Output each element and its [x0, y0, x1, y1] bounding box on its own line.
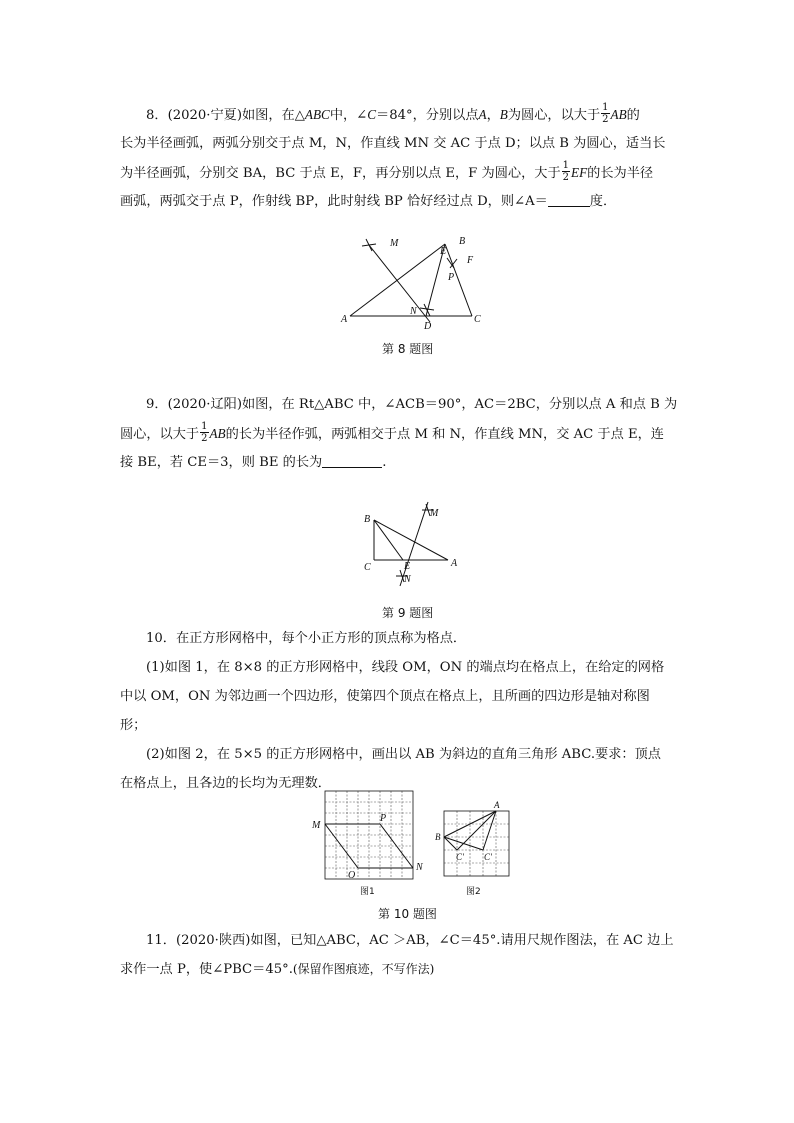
figure-2-label: 图2	[466, 887, 481, 897]
label-B: B	[459, 236, 466, 247]
label-N: N	[410, 306, 417, 317]
q8-line-1: 8．(2020·宁夏)如图，在△ABC中，∠C＝84°，分别以点A，B为圆心，以大于 $\frac{1}{2}$ AB的	[146, 102, 640, 125]
q10-line-5: (2)如图 2，在 5×5 的正方形网格中，画出以 AB 为斜边的直角三角形 ABC.要求：顶点	[146, 747, 661, 762]
question-10	[120, 624, 680, 798]
label-E: E	[404, 561, 411, 572]
figure-8	[330, 232, 490, 332]
label-E: E	[440, 246, 447, 257]
q8-line-2: 长为半径画弧，两弧分别交于点 M，N，作直线 MN 交 AC 于点 D；以点 B 为圆心，适当长	[120, 136, 666, 151]
label-C: C	[364, 562, 371, 573]
label-C: C	[474, 314, 481, 325]
label-M: M	[430, 508, 439, 519]
label-A: A	[451, 558, 458, 569]
q9-line-2: 圆心，以大于 $\frac{1}{2}$ AB的长为半径作弧，两弧相交于点 M 和 N，作直线 MN，交 AC 于点 E，连	[120, 421, 664, 444]
q8-line-3: 为半径画弧，分别交 BA，BC 于点 E，F，再分别以点 E，F 为圆心，大于 $\frac{1}{2}$ EF的长为半径	[120, 160, 654, 183]
label-A: A	[494, 800, 500, 810]
q10-line-2: (1)如图 1，在 8×8 的正方形网格中，线段 OM，ON 的端点均在格点上，在给定的网格	[146, 660, 665, 675]
q9-line-1: 9．(2020·辽阳)如图，在 Rt△ABC 中，∠ACB＝90°，AC＝2BC，分别以点 A 和点 B 为	[146, 397, 678, 412]
label-C-prime-1: C'	[456, 852, 464, 862]
label-B: B	[364, 514, 371, 525]
label-P: P	[448, 272, 455, 283]
answer-blank[interactable]	[322, 453, 382, 468]
label-A: A	[341, 314, 348, 325]
q10-line-3: 中以 OM，ON 为邻边画一个四边形，使第四个顶点在格点上，且所画的四边形是轴对称图	[120, 689, 650, 704]
fraction-half: $\frac{1}{2}$	[602, 102, 609, 125]
figure-10-caption: 第 10 题图	[378, 907, 437, 921]
label-M: M	[312, 820, 321, 831]
label-B: B	[435, 832, 441, 842]
q10-line-4: 形；	[120, 718, 147, 733]
q11-line-2: 求作一点 P，使∠PBC＝45°.(保留作图痕迹，不写作法)	[120, 962, 435, 977]
label-P: P	[380, 813, 387, 824]
question-8	[120, 100, 680, 216]
figure-8-caption: 第 8 题图	[382, 342, 434, 356]
figure-1-label: 图1	[360, 887, 375, 897]
q10-line-1: 10．在正方形网格中，每个小正方形的顶点称为格点．	[146, 631, 467, 646]
label-F: F	[467, 255, 474, 266]
fraction-half: $\frac{1}{2}$	[201, 421, 208, 444]
figure-9-caption: 第 9 题图	[382, 606, 434, 620]
label-D: D	[424, 321, 432, 332]
label-O: O	[348, 870, 356, 881]
fraction-half: $\frac{1}{2}$	[562, 160, 570, 183]
q8-line-4: 画弧，两弧交于点 P，作射线 BP，此时射线 BP 恰好经过点 D，则∠A＝ 度．	[120, 194, 617, 209]
question-11	[120, 926, 680, 984]
answer-blank[interactable]	[548, 192, 590, 207]
question-9	[120, 390, 680, 477]
q11-line-1: 11．(2020·陕西)如图，已知△ABC，AC ＞AB，∠C＝45°.请用尺规作图法，在 AC 边上	[146, 933, 674, 948]
figure-10-grid-2	[432, 800, 522, 898]
label-N: N	[404, 574, 411, 585]
label-N: N	[416, 862, 423, 873]
figure-10-grid-1	[310, 788, 430, 898]
label-C-prime-2: C'	[484, 852, 492, 862]
q10-line-6: 在格点上，且各边的长均为无理数．	[120, 776, 331, 791]
figure-9	[358, 496, 468, 592]
q9-line-3: 接 BE，若 CE＝3，则 BE 的长为 .	[120, 455, 387, 470]
label-M: M	[390, 238, 399, 249]
